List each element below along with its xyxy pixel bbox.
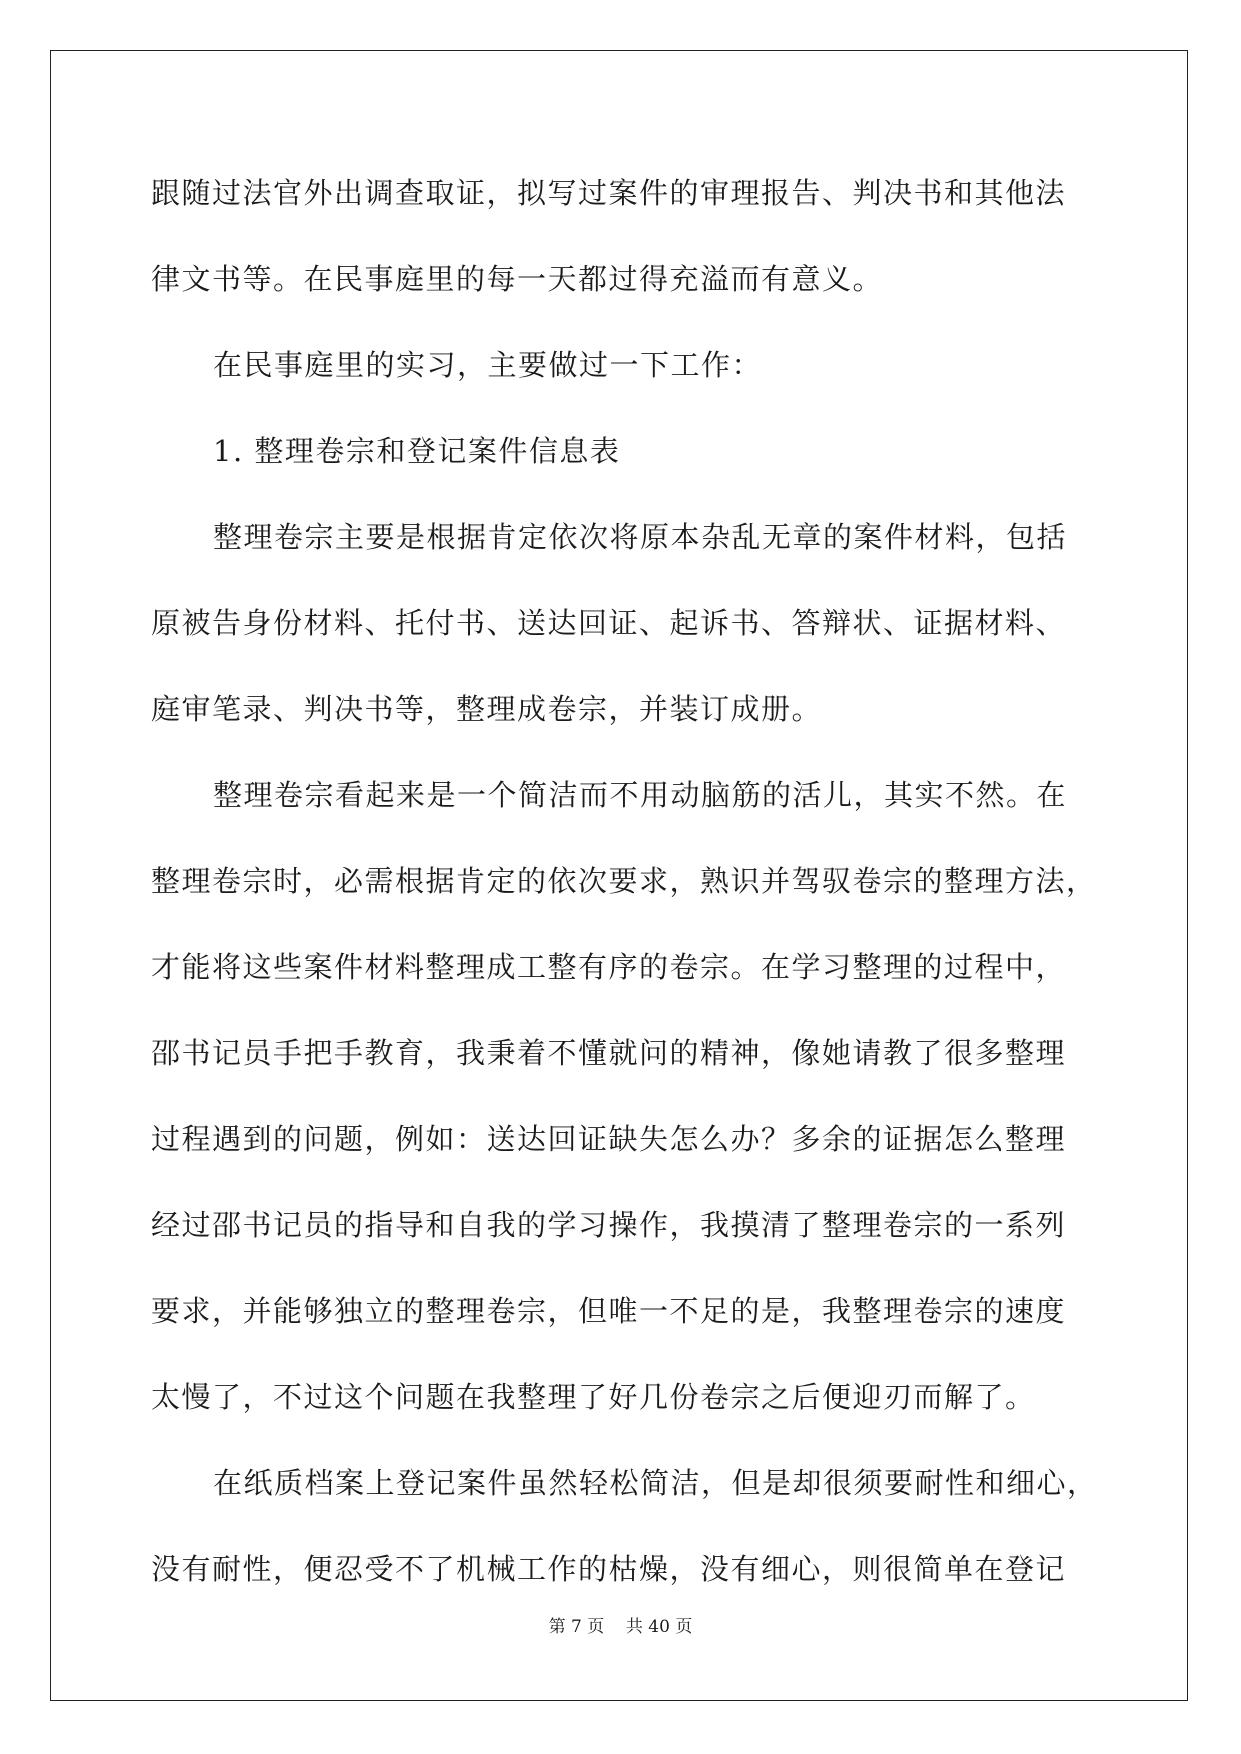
paragraph-line: 邵书记员手把手教育，我秉着不懂就问的精神，像她请教了很多整理 [151, 1036, 1067, 1070]
page-number-footer: 第 7 页 共 40 页 [548, 1617, 693, 1637]
paragraph-line: 没有耐性，便忍受不了机械工作的枯燥，没有细心，则很简单在登记 [151, 1552, 1067, 1586]
paragraph-line: 原被告身份材料、托付书、送达回证、起诉书、答辩状、证据材料、 [151, 606, 1067, 640]
paragraph-line: 整理卷宗主要是根据肯定依次将原本杂乱无章的案件材料，包括 [213, 520, 1068, 554]
document-body [151, 163, 1098, 1625]
paragraph-line: 在纸质档案上登记案件虽然轻松简洁，但是却很须要耐性和细心， [213, 1466, 1098, 1500]
paragraph-line: 太慢了，不过这个问题在我整理了好几份卷宗之后便迎刃而解了。 [151, 1380, 1036, 1414]
paragraph-line: 律文书等。在民事庭里的每一天都过得充溢而有意义。 [151, 262, 884, 296]
paragraph-line: 跟随过法官外出调查取证，拟写过案件的审理报告、判决书和其他法 [151, 176, 1067, 210]
paragraph-line: 经过邵书记员的指导和自我的学习操作，我摸清了整理卷宗的一系列 [151, 1208, 1067, 1242]
paragraph-line: 过程遇到的问题，例如：送达回证缺失怎么办？多余的证据怎么整理 [151, 1122, 1067, 1156]
paragraph-line: 整理卷宗看起来是一个简洁而不用动脑筋的活儿，其实不然。在 [213, 778, 1068, 812]
paragraph-line: 才能将这些案件材料整理成工整有序的卷宗。在学习整理的过程中， [151, 950, 1067, 984]
paragraph-line: 庭审笔录、判决书等，整理成卷宗，并装订成册。 [151, 692, 823, 726]
paragraph-line: 要求，并能够独立的整理卷宗，但唯一不足的是，我整理卷宗的速度 [151, 1294, 1067, 1328]
paragraph-line: 在民事庭里的实习，主要做过一下工作： [213, 348, 763, 382]
section-heading: 1. 整理卷宗和登记案件信息表 [213, 434, 621, 468]
paragraph-line: 整理卷宗时，必需根据肯定的依次要求，熟识并驾驭卷宗的整理方法， [151, 864, 1097, 898]
